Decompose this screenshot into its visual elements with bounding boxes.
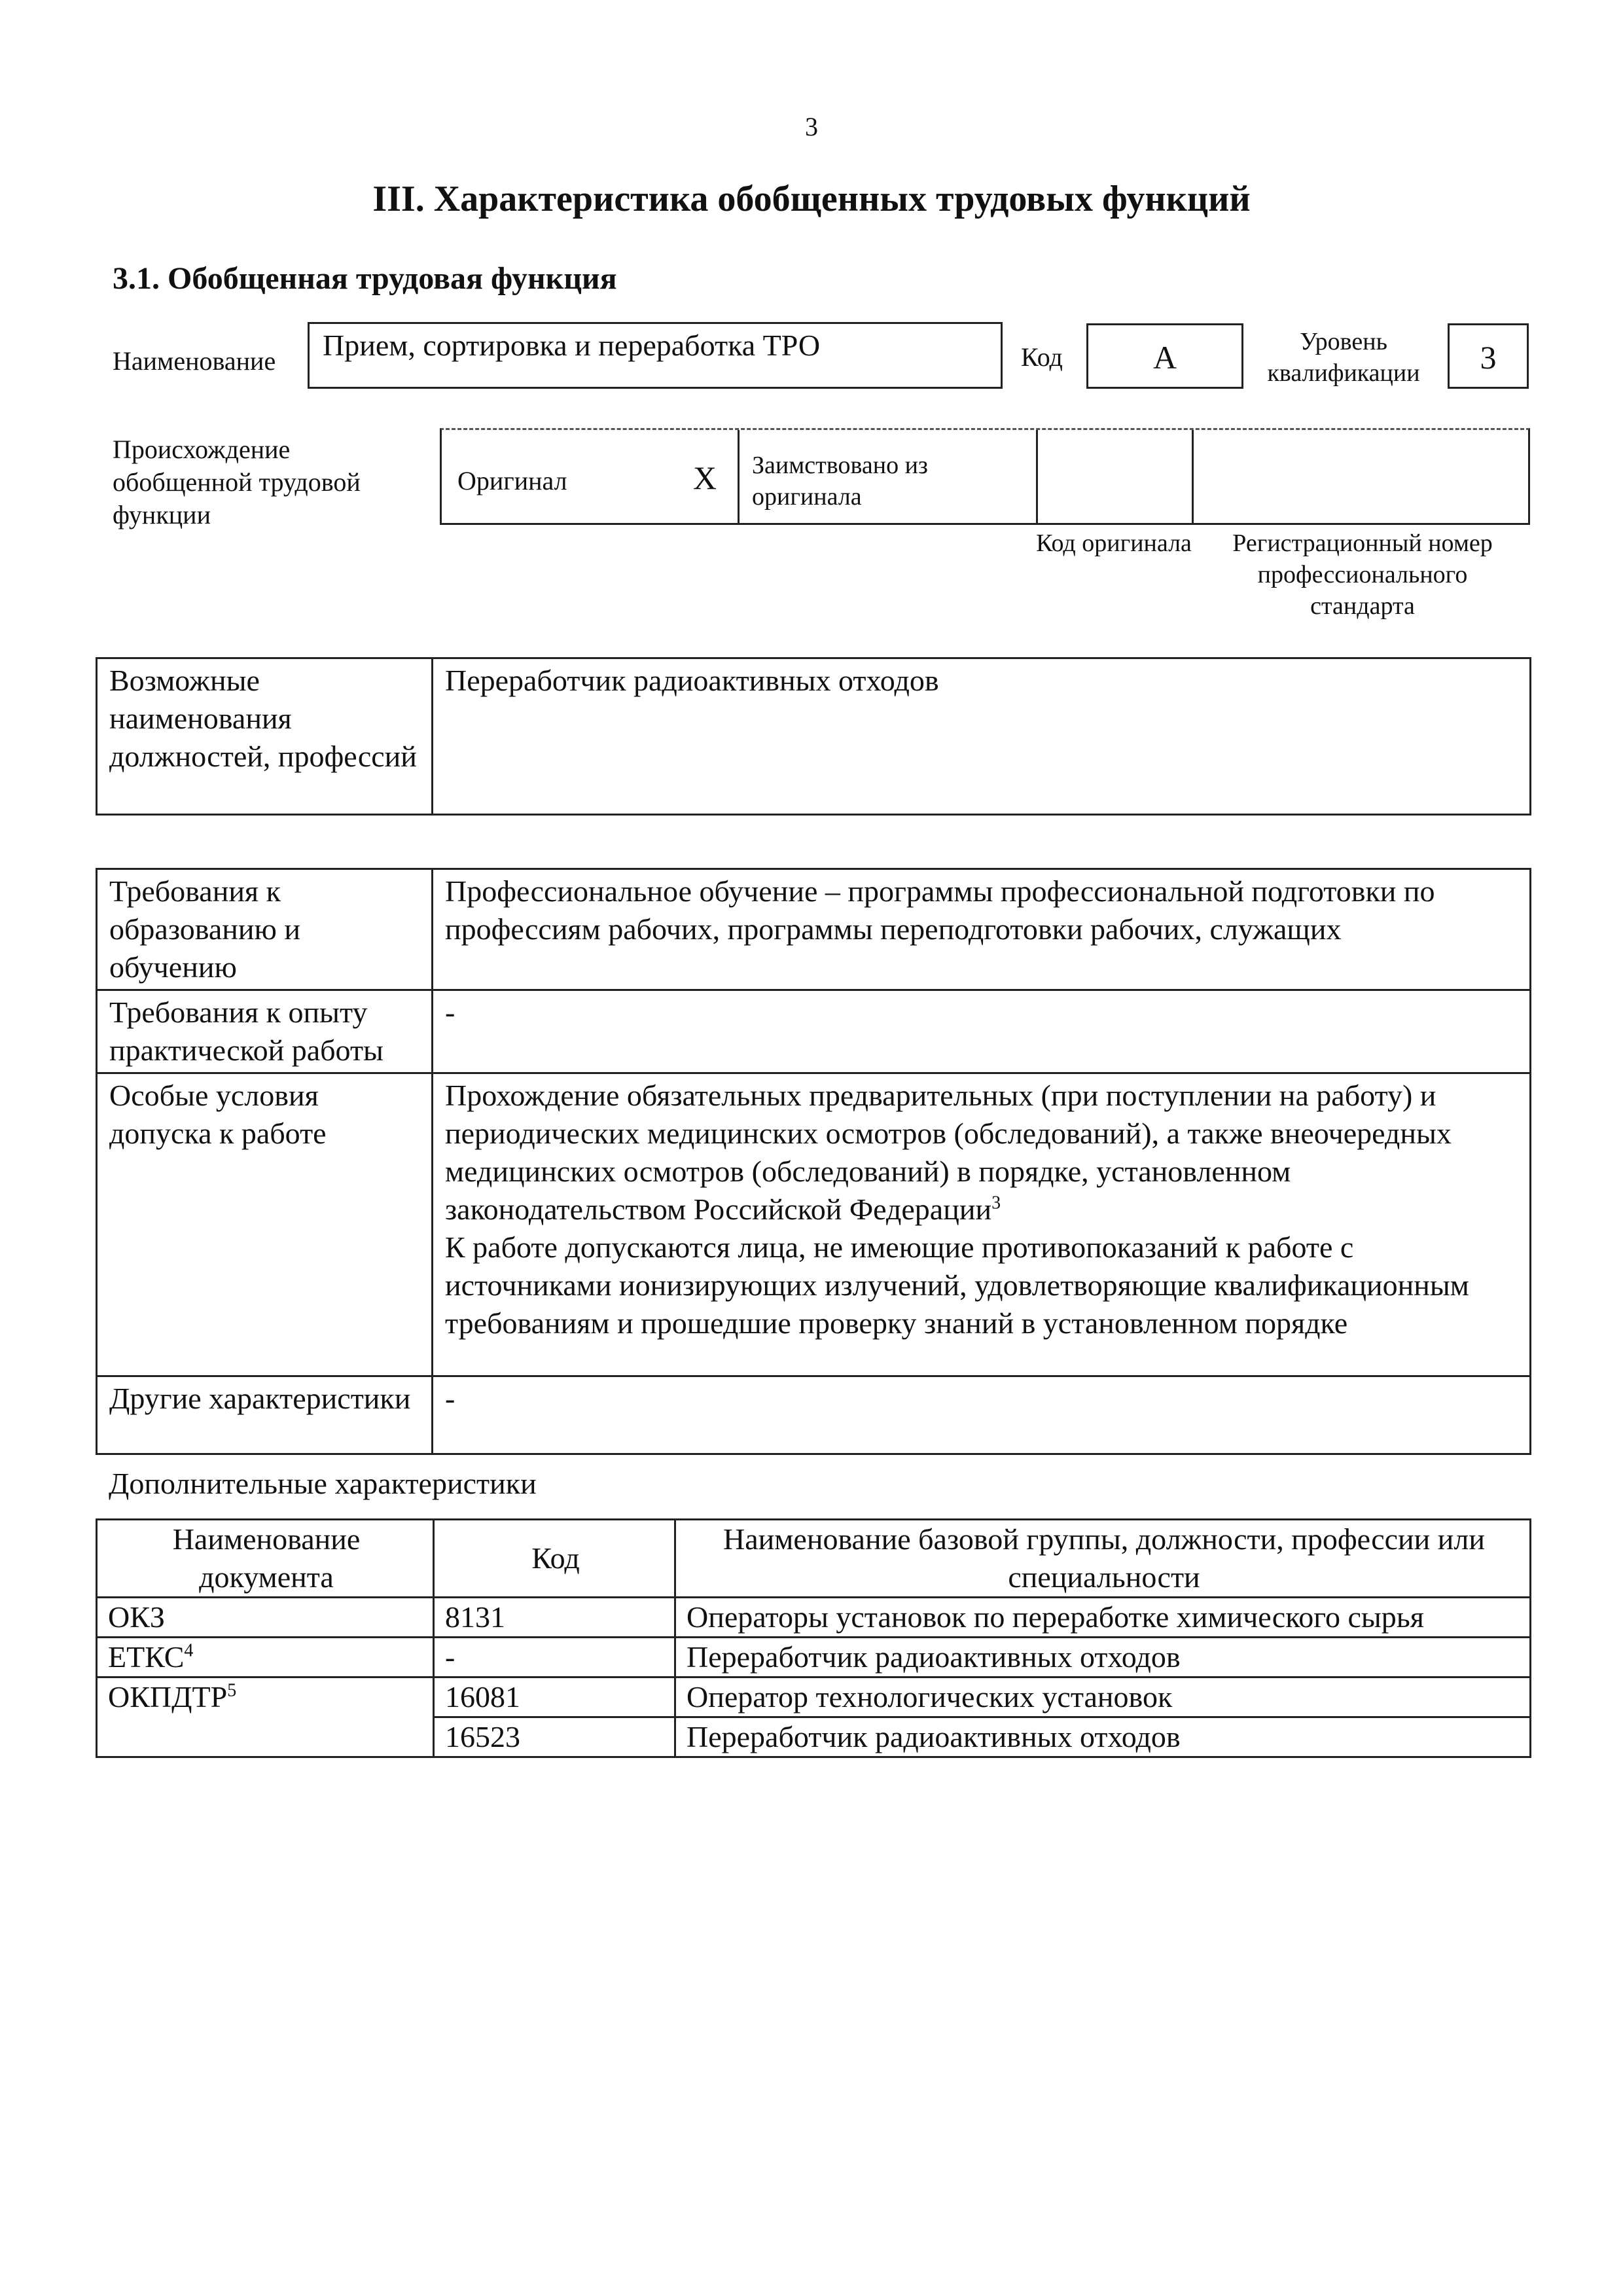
code-field	[1086, 323, 1243, 389]
other-label: Другие характеристики	[97, 1376, 433, 1454]
code-original-caption: Код оригинала	[1036, 529, 1192, 557]
doc-name: ЕТКС	[108, 1640, 185, 1674]
origin-divider-3	[1192, 430, 1194, 523]
group-cell: Оператор технологических установок	[675, 1677, 1531, 1717]
table-row	[97, 1638, 1531, 1677]
name-value: Прием, сортировка и переработка ТРО	[323, 329, 821, 362]
level-field	[1448, 323, 1529, 389]
table-row	[97, 1677, 1531, 1717]
origin-divider-2	[1036, 430, 1038, 523]
admission-label: Особые условия допуска к работе	[97, 1073, 433, 1376]
requirements-table	[96, 868, 1531, 1455]
other-value: -	[433, 1376, 1531, 1454]
doc-name: ОКПДТР	[108, 1680, 228, 1713]
section-title: III. Характеристика обобщенных трудовых функций	[372, 179, 1251, 219]
footnote-ref: 4	[184, 1640, 194, 1661]
origin-box	[440, 428, 1530, 525]
code-cell: -	[434, 1638, 675, 1677]
subsection-title: 3.1. Обобщенная трудовая функция	[113, 261, 617, 296]
doc-name: ОКЗ	[108, 1600, 165, 1634]
table-row	[97, 990, 1531, 1073]
table-row	[97, 1598, 1531, 1638]
admission-text-2: К работе допускаются лица, не имеющие противопоказаний к работе с источниками ионизирующих излучений, удовлетворяющие квалификационным требованиям и прошедшие проверку знаний в установленном порядке	[445, 1230, 1469, 1340]
table-header-row	[97, 1520, 1531, 1598]
original-label: Оригинал	[457, 466, 567, 495]
positions-value: Переработчик радиоактивных отходов	[433, 658, 1531, 815]
experience-label: Требования к опыту практической работы	[97, 990, 433, 1073]
column-header: Наименование базовой группы, должности, профессии или специальности	[675, 1520, 1531, 1598]
code-cell: 16081	[434, 1677, 675, 1717]
experience-value: -	[433, 990, 1531, 1073]
code-label: Код	[1021, 342, 1063, 372]
footnote-ref: 3	[991, 1193, 1001, 1213]
original-mark: X	[693, 459, 717, 496]
table-row	[97, 1376, 1531, 1454]
doc-cell	[97, 1677, 434, 1757]
origin-label: Происхождение обобщенной трудовой функции	[113, 435, 361, 529]
table-row	[97, 869, 1531, 990]
level-value: 3	[1480, 339, 1497, 376]
table-row	[97, 658, 1531, 815]
code-value: А	[1152, 339, 1177, 376]
level-label: Уровень квалификации	[1267, 328, 1420, 387]
admission-text-1: Прохождение обязательных предварительных (при поступлении на работу) и периодических медицинских осмотров (обследований), а также внеочередных медицинских осмотров (обследований) в порядке, установленном законодательством Российской Федерации	[445, 1079, 1452, 1226]
reg-number-caption: Регистрационный номер профессионального стандарта	[1232, 529, 1493, 620]
code-cell: 16523	[434, 1717, 675, 1757]
column-header: Наименование документа	[97, 1520, 434, 1598]
education-value: Профессиональное обучение – программы профессиональной подготовки по профессиям рабочих, программы переподготовки рабочих, служащих	[433, 869, 1531, 990]
education-label: Требования к образованию и обучению	[97, 869, 433, 990]
additional-table	[96, 1518, 1531, 1758]
code-cell: 8131	[434, 1598, 675, 1638]
additional-title: Дополнительные характеристики	[109, 1467, 537, 1500]
borrowed-label: Заимствовано из оригинала	[752, 452, 928, 511]
table-row	[97, 1073, 1531, 1376]
doc-cell	[97, 1598, 434, 1638]
positions-label: Возможные наименования должностей, профессий	[97, 658, 433, 815]
group-cell: Переработчик радиоактивных отходов	[675, 1717, 1531, 1757]
origin-divider-1	[738, 430, 740, 523]
group-cell: Операторы установок по переработке химического сырья	[675, 1598, 1531, 1638]
footnote-ref: 5	[227, 1680, 237, 1701]
positions-table	[96, 657, 1531, 816]
doc-cell	[97, 1638, 434, 1677]
page-number: 3	[805, 112, 818, 141]
admission-value	[433, 1073, 1531, 1376]
column-header: Код	[434, 1520, 675, 1598]
name-label: Наименование	[113, 346, 276, 376]
name-field	[308, 322, 1003, 389]
group-cell: Переработчик радиоактивных отходов	[675, 1638, 1531, 1677]
